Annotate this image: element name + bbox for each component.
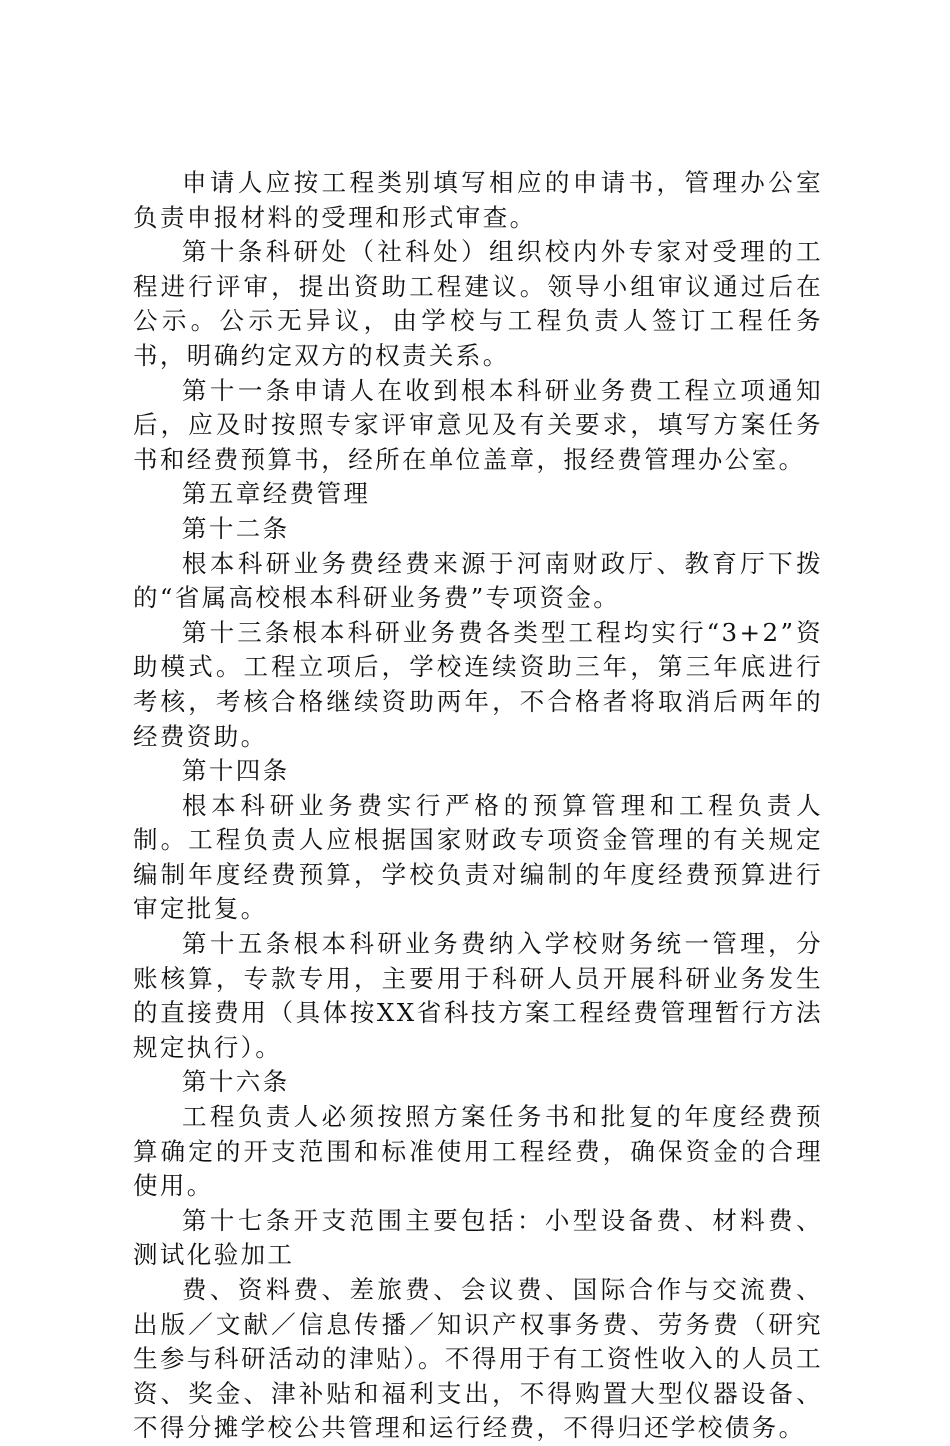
article-14-heading: 第十四条 xyxy=(182,756,290,786)
paragraph-fund-usage: 工程负责人必须按照方案任务书和批复的年度经费预算确定的开支范围和标准使用工程经费，确保资金的合理使用。 xyxy=(133,1102,823,1201)
paragraph-article-13: 第十三条根本科研业务费各类型工程均实行“3+2”资助模式。工程立项后，学校连续资助三年，第三年底进行考核，考核合格继续资助两年，不合格者将取消后两年的经费资助。 xyxy=(133,617,823,751)
article-16-heading: 第十六条 xyxy=(182,1067,290,1097)
paragraph-expense-scope: 费、资料费、差旅费、会议费、国际合作与交流费、出版／文献／信息传播／知识产权事务费、劳务费（研究生参与科研活动的津贴）。不得用于有工资性收入的人员工资、奖金、津补贴和福利支出，不得购置大型仪器设备、不得分摊学校公共管理和运行经费，不得归还学校债务。 xyxy=(133,1275,823,1443)
chapter-5-heading: 第五章经费管理 xyxy=(182,479,371,509)
paragraph-article-10: 第十条科研处（社科处）组织校内外专家对受理的工程进行评审，提出资助工程建议。领导小组审议通过后在公示。公示无异议，由学校与工程负责人签订工程任务书，明确约定双方的权责关系。 xyxy=(133,237,823,370)
paragraph-funding-source: 根本科研业务费经费来源于河南财政厅、教育厅下拨的“省属高校根本科研业务费”专项资金。 xyxy=(133,548,823,613)
paragraph-application-review: 申请人应按工程类别填写相应的申请书，管理办公室负责申报材料的受理和形式审查。 xyxy=(133,168,823,232)
paragraph-article-17: 第十七条开支范围主要包括：小型设备费、材料费、测试化验加工 xyxy=(133,1205,823,1270)
article-12-heading: 第十二条 xyxy=(182,513,290,543)
paragraph-article-11: 第十一条申请人在收到根本科研业务费工程立项通知后，应及时按照专家评审意见及有关要求，填写方案任务书和经费预算书，经所在单位盖章，报经费管理办公室。 xyxy=(133,375,823,474)
paragraph-budget-management: 根本科研业务费实行严格的预算管理和工程负责人制。工程负责人应根据国家财政专项资金管理的有关规定编制年度经费预算，学校负责对编制的年度经费预算进行审定批复。 xyxy=(133,790,823,924)
paragraph-article-15: 第十五条根本科研业务费纳入学校财务统一管理，分账核算，专款专用，主要用于科研人员开展科研业务发生的直接费用（具体按XX省科技方案工程经费管理暂行方法规定执行）。 xyxy=(133,929,823,1062)
document-body xyxy=(133,166,823,1446)
